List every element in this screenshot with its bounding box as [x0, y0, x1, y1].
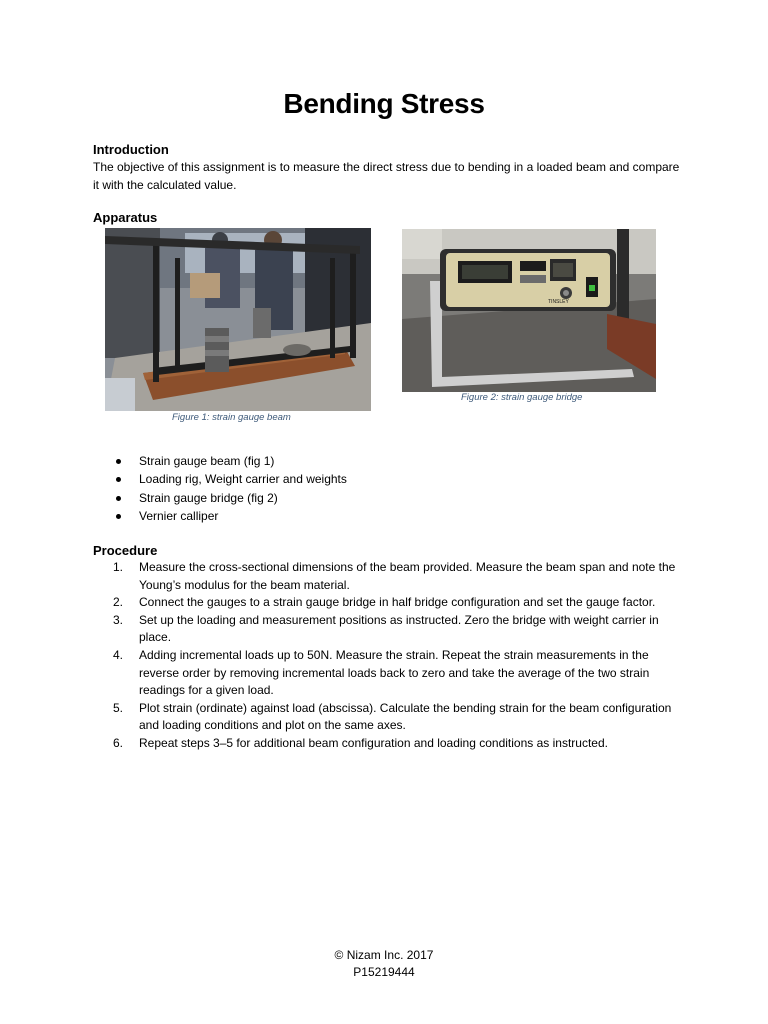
figure-2-caption: Figure 2: strain gauge bridge [461, 392, 583, 403]
step-text: Plot strain (ordinate) against load (abscissa). Calculate the bending strain for the beam configuration and loading conditions and plot on the same axes. [139, 700, 672, 733]
figure-1-photo [105, 228, 371, 411]
list-item: Vernier calliper [113, 507, 347, 525]
list-item: Strain gauge bridge (fig 2) [113, 489, 347, 507]
list-item: Strain gauge beam (fig 1) [113, 452, 347, 470]
step-number: 2. [113, 595, 124, 610]
procedure-heading: Procedure [93, 543, 158, 558]
footer-copyright: © Nizam Inc. 2017 [334, 948, 434, 962]
step-text: Adding incremental loads up to 50N. Measure the strain. Repeat the strain measurements in the reverse order by removing incremental loads back to zero and take the average of the two strain readings for a given load. [139, 647, 650, 698]
introduction-heading: Introduction [93, 142, 169, 157]
procedure-list [113, 559, 678, 753]
step-text: Connect the gauges to a strain gauge bridge in half bridge configuration and set the gauge factor. [139, 595, 656, 610]
step-text: Set up the loading and measurement positions as instructed. Zero the bridge with weight carrier in place. [139, 612, 659, 645]
step-number: 6. [113, 735, 124, 750]
figure-2-photo [402, 229, 656, 392]
list-item [113, 700, 678, 735]
figure-1-caption: Figure 1: strain gauge beam [172, 412, 291, 423]
list-item [113, 735, 678, 753]
step-number: 1. [113, 560, 124, 574]
list-item [113, 559, 678, 594]
footer-id: P15219444 [353, 965, 415, 979]
list-item [113, 612, 678, 647]
list-item [113, 647, 678, 700]
step-number: 4. [113, 647, 124, 662]
step-text: Repeat steps 3–5 for additional beam configuration and loading conditions as instructed. [139, 735, 608, 750]
step-number: 5. [113, 700, 124, 715]
apparatus-heading: Apparatus [93, 210, 158, 225]
step-number: 3. [113, 612, 124, 627]
step-text: Measure the cross-sectional dimensions of the beam provided. Measure the beam span and note the Young’s modulus for the beam material. [139, 560, 676, 592]
introduction-text: The objective of this assignment is to measure the direct stress due to bending in a loaded beam and compare it with the calculated value. [93, 160, 680, 192]
list-item: Loading rig, Weight carrier and weights [113, 470, 347, 488]
list-item [113, 594, 678, 612]
device-brand-label: TINSLEY [548, 299, 569, 305]
page-title: Bending Stress [283, 88, 485, 119]
apparatus-list [113, 452, 347, 525]
